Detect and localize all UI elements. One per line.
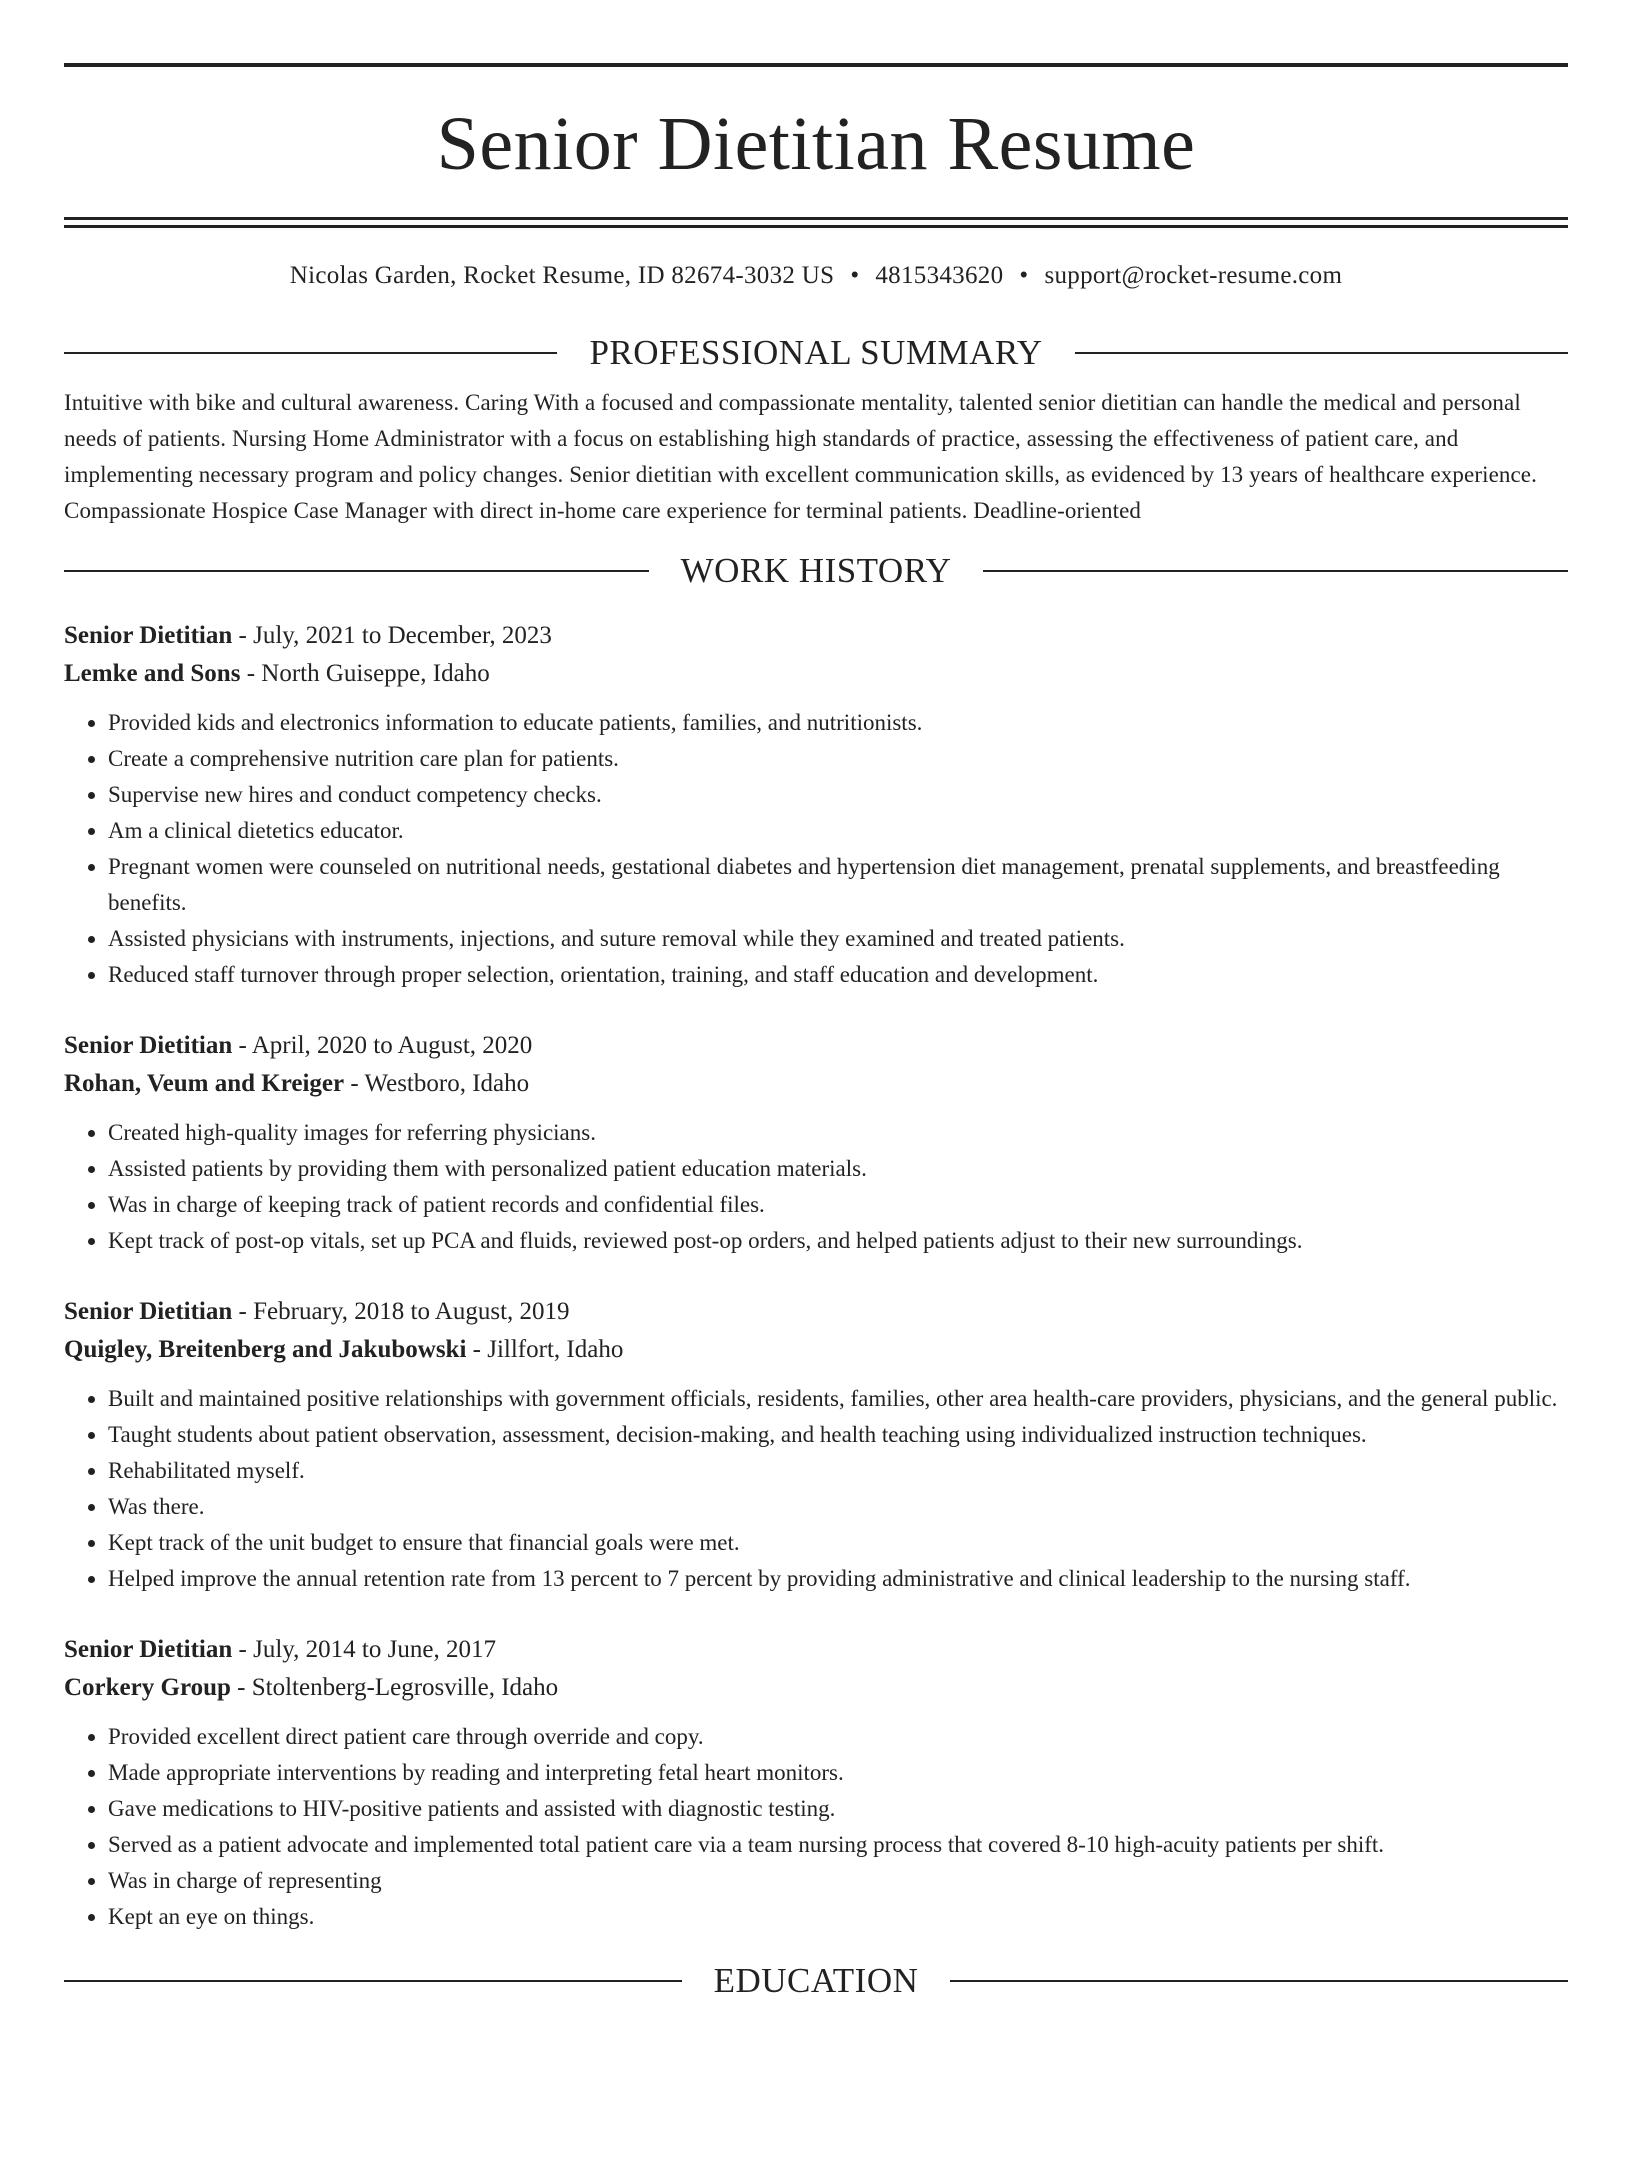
job-title: Senior Dietitian — [64, 1032, 233, 1059]
job-company: Corkery Group — [64, 1674, 231, 1701]
job-entry — [64, 1293, 1568, 1597]
heading-rule-left — [64, 570, 649, 572]
job-title-line — [64, 617, 1568, 655]
summary-heading — [64, 333, 1568, 373]
summary-text: Intuitive with bike and cultural awareness. Caring With a focused and compassionate mentality, talented senior dietitian can handle the medical and personal needs of patients. Nursing Home Administrator with a focus on establishing high standards of practice, assessing the effectiveness of patient care, and implementing necessary program and policy changes. Senior dietitian with excellent communication skills, as evidenced by 13 years of healthcare experience. Compassionate Hospice Case Manager with direct in-home care experience for terminal patients. Deadline-oriented — [64, 390, 1537, 523]
job-company-line — [64, 1331, 1568, 1369]
job-bullet: • Built and maintained positive relationships with government officials, residents, families, other area health-care providers, physicians, and the general public. — [108, 1381, 1568, 1417]
job-bullet-list — [64, 705, 1568, 993]
job-entry — [64, 617, 1568, 993]
job-bullet: • Gave medications to HIV-positive patients and assisted with diagnostic testing. — [108, 1791, 1568, 1827]
job-title-line — [64, 1293, 1568, 1331]
job-title-line — [64, 1027, 1568, 1065]
job-bullet: • Kept track of the unit budget to ensure that financial goals were met. — [108, 1525, 1568, 1561]
job-company: Quigley, Breitenberg and Jakubowski — [64, 1336, 467, 1363]
job-location: - Jillfort, Idaho — [466, 1336, 624, 1363]
job-dates: - February, 2018 to August, 2019 — [232, 1298, 570, 1325]
job-title: Senior Dietitian — [64, 622, 233, 649]
contact-phone: 4815343620 — [875, 262, 1004, 289]
job-bullet-list — [64, 1719, 1568, 1935]
job-dates: - July, 2021 to December, 2023 — [232, 622, 552, 649]
job-bullet: • Made appropriate interventions by reading and interpreting fetal heart monitors. — [108, 1755, 1568, 1791]
job-bullet: • Provided excellent direct patient care through override and copy. — [108, 1719, 1568, 1755]
summary-heading-label: PROFESSIONAL SUMMARY — [589, 333, 1043, 372]
job-bullet: • Was there. — [108, 1489, 1568, 1525]
heading-rule-left — [64, 1980, 682, 1982]
job-bullet: • Assisted patients by providing them with personalized patient education materials. — [108, 1151, 1568, 1187]
job-bullet: • Reduced staff turnover through proper selection, orientation, training, and staff education and development. — [108, 957, 1568, 993]
work-history-list — [64, 617, 1568, 1935]
heading-rule-right — [1075, 352, 1568, 354]
title-double-rule — [64, 217, 1568, 228]
job-bullet: • Provided kids and electronics information to educate patients, families, and nutritionists. — [108, 705, 1568, 741]
job-bullet: • Rehabilitated myself. — [108, 1453, 1568, 1489]
job-bullet: • Pregnant women were counseled on nutritional needs, gestational diabetes and hypertension diet management, prenatal supplements, and breastfeeding benefits. — [108, 849, 1568, 921]
job-dates: - April, 2020 to August, 2020 — [232, 1032, 533, 1059]
job-company: Rohan, Veum and Kreiger — [64, 1070, 345, 1097]
job-entry — [64, 1631, 1568, 1935]
job-bullet: • Supervise new hires and conduct competency checks. — [108, 777, 1568, 813]
work-history-heading-label: WORK HISTORY — [680, 551, 952, 590]
job-company-line — [64, 655, 1568, 693]
job-location: - North Guiseppe, Idaho — [240, 660, 490, 687]
job-company-line — [64, 1669, 1568, 1707]
job-bullet: • Kept an eye on things. — [108, 1899, 1568, 1935]
page-title: Senior Dietitian Resume — [436, 102, 1196, 186]
job-location: - Stoltenberg-Legrosville, Idaho — [230, 1674, 559, 1701]
job-bullet-list — [64, 1381, 1568, 1597]
job-bullet: • Created high-quality images for referring physicians. — [108, 1115, 1568, 1151]
resume-page — [0, 63, 1632, 2175]
job-bullet: • Was in charge of keeping track of patient records and confidential files. — [108, 1187, 1568, 1223]
job-title-line — [64, 1631, 1568, 1669]
job-company: Lemke and Sons — [64, 660, 241, 687]
job-location: - Westboro, Idaho — [344, 1070, 530, 1097]
heading-rule-right — [983, 570, 1568, 572]
job-bullet: • Taught students about patient observation, assessment, decision-making, and health teaching using individualized instruction techniques. — [108, 1417, 1568, 1453]
contact-separator: • — [850, 262, 860, 289]
job-bullet: • Am a clinical dietetics educator. — [108, 813, 1568, 849]
job-bullet: • Was in charge of representing — [108, 1863, 1568, 1899]
job-dates: - July, 2014 to June, 2017 — [232, 1636, 496, 1663]
heading-rule-left — [64, 352, 557, 354]
job-bullet: • Served as a patient advocate and implemented total patient care via a team nursing process that covered 8-10 high-acuity patients per shift. — [108, 1827, 1568, 1863]
work-history-heading — [64, 551, 1568, 591]
education-heading — [64, 1961, 1568, 2001]
job-company-line — [64, 1065, 1568, 1103]
job-title: Senior Dietitian — [64, 1298, 233, 1325]
education-heading-label: EDUCATION — [713, 1961, 919, 2000]
job-bullet: • Kept track of post-op vitals, set up PCA and fluids, reviewed post-op orders, and helped patients adjust to their new surroundings. — [108, 1223, 1568, 1259]
contact-address: Nicolas Garden, Rocket Resume, ID 82674-3032 US — [289, 262, 835, 289]
job-bullet: • Helped improve the annual retention rate from 13 percent to 7 percent by providing administrative and clinical leadership to the nursing staff. — [108, 1561, 1568, 1597]
job-entry — [64, 1027, 1568, 1259]
job-bullet: • Assisted physicians with instruments, injections, and suture removal while they examined and treated patients. — [108, 921, 1568, 957]
contact-email[interactable]: support@rocket-resume.com — [1044, 262, 1343, 289]
job-bullet: • Create a comprehensive nutrition care plan for patients. — [108, 741, 1568, 777]
contact-separator: • — [1019, 262, 1029, 289]
job-bullet-list — [64, 1115, 1568, 1259]
contact-line — [64, 261, 1568, 291]
heading-rule-right — [950, 1980, 1568, 1982]
top-rule — [64, 63, 1568, 67]
job-title: Senior Dietitian — [64, 1636, 233, 1663]
